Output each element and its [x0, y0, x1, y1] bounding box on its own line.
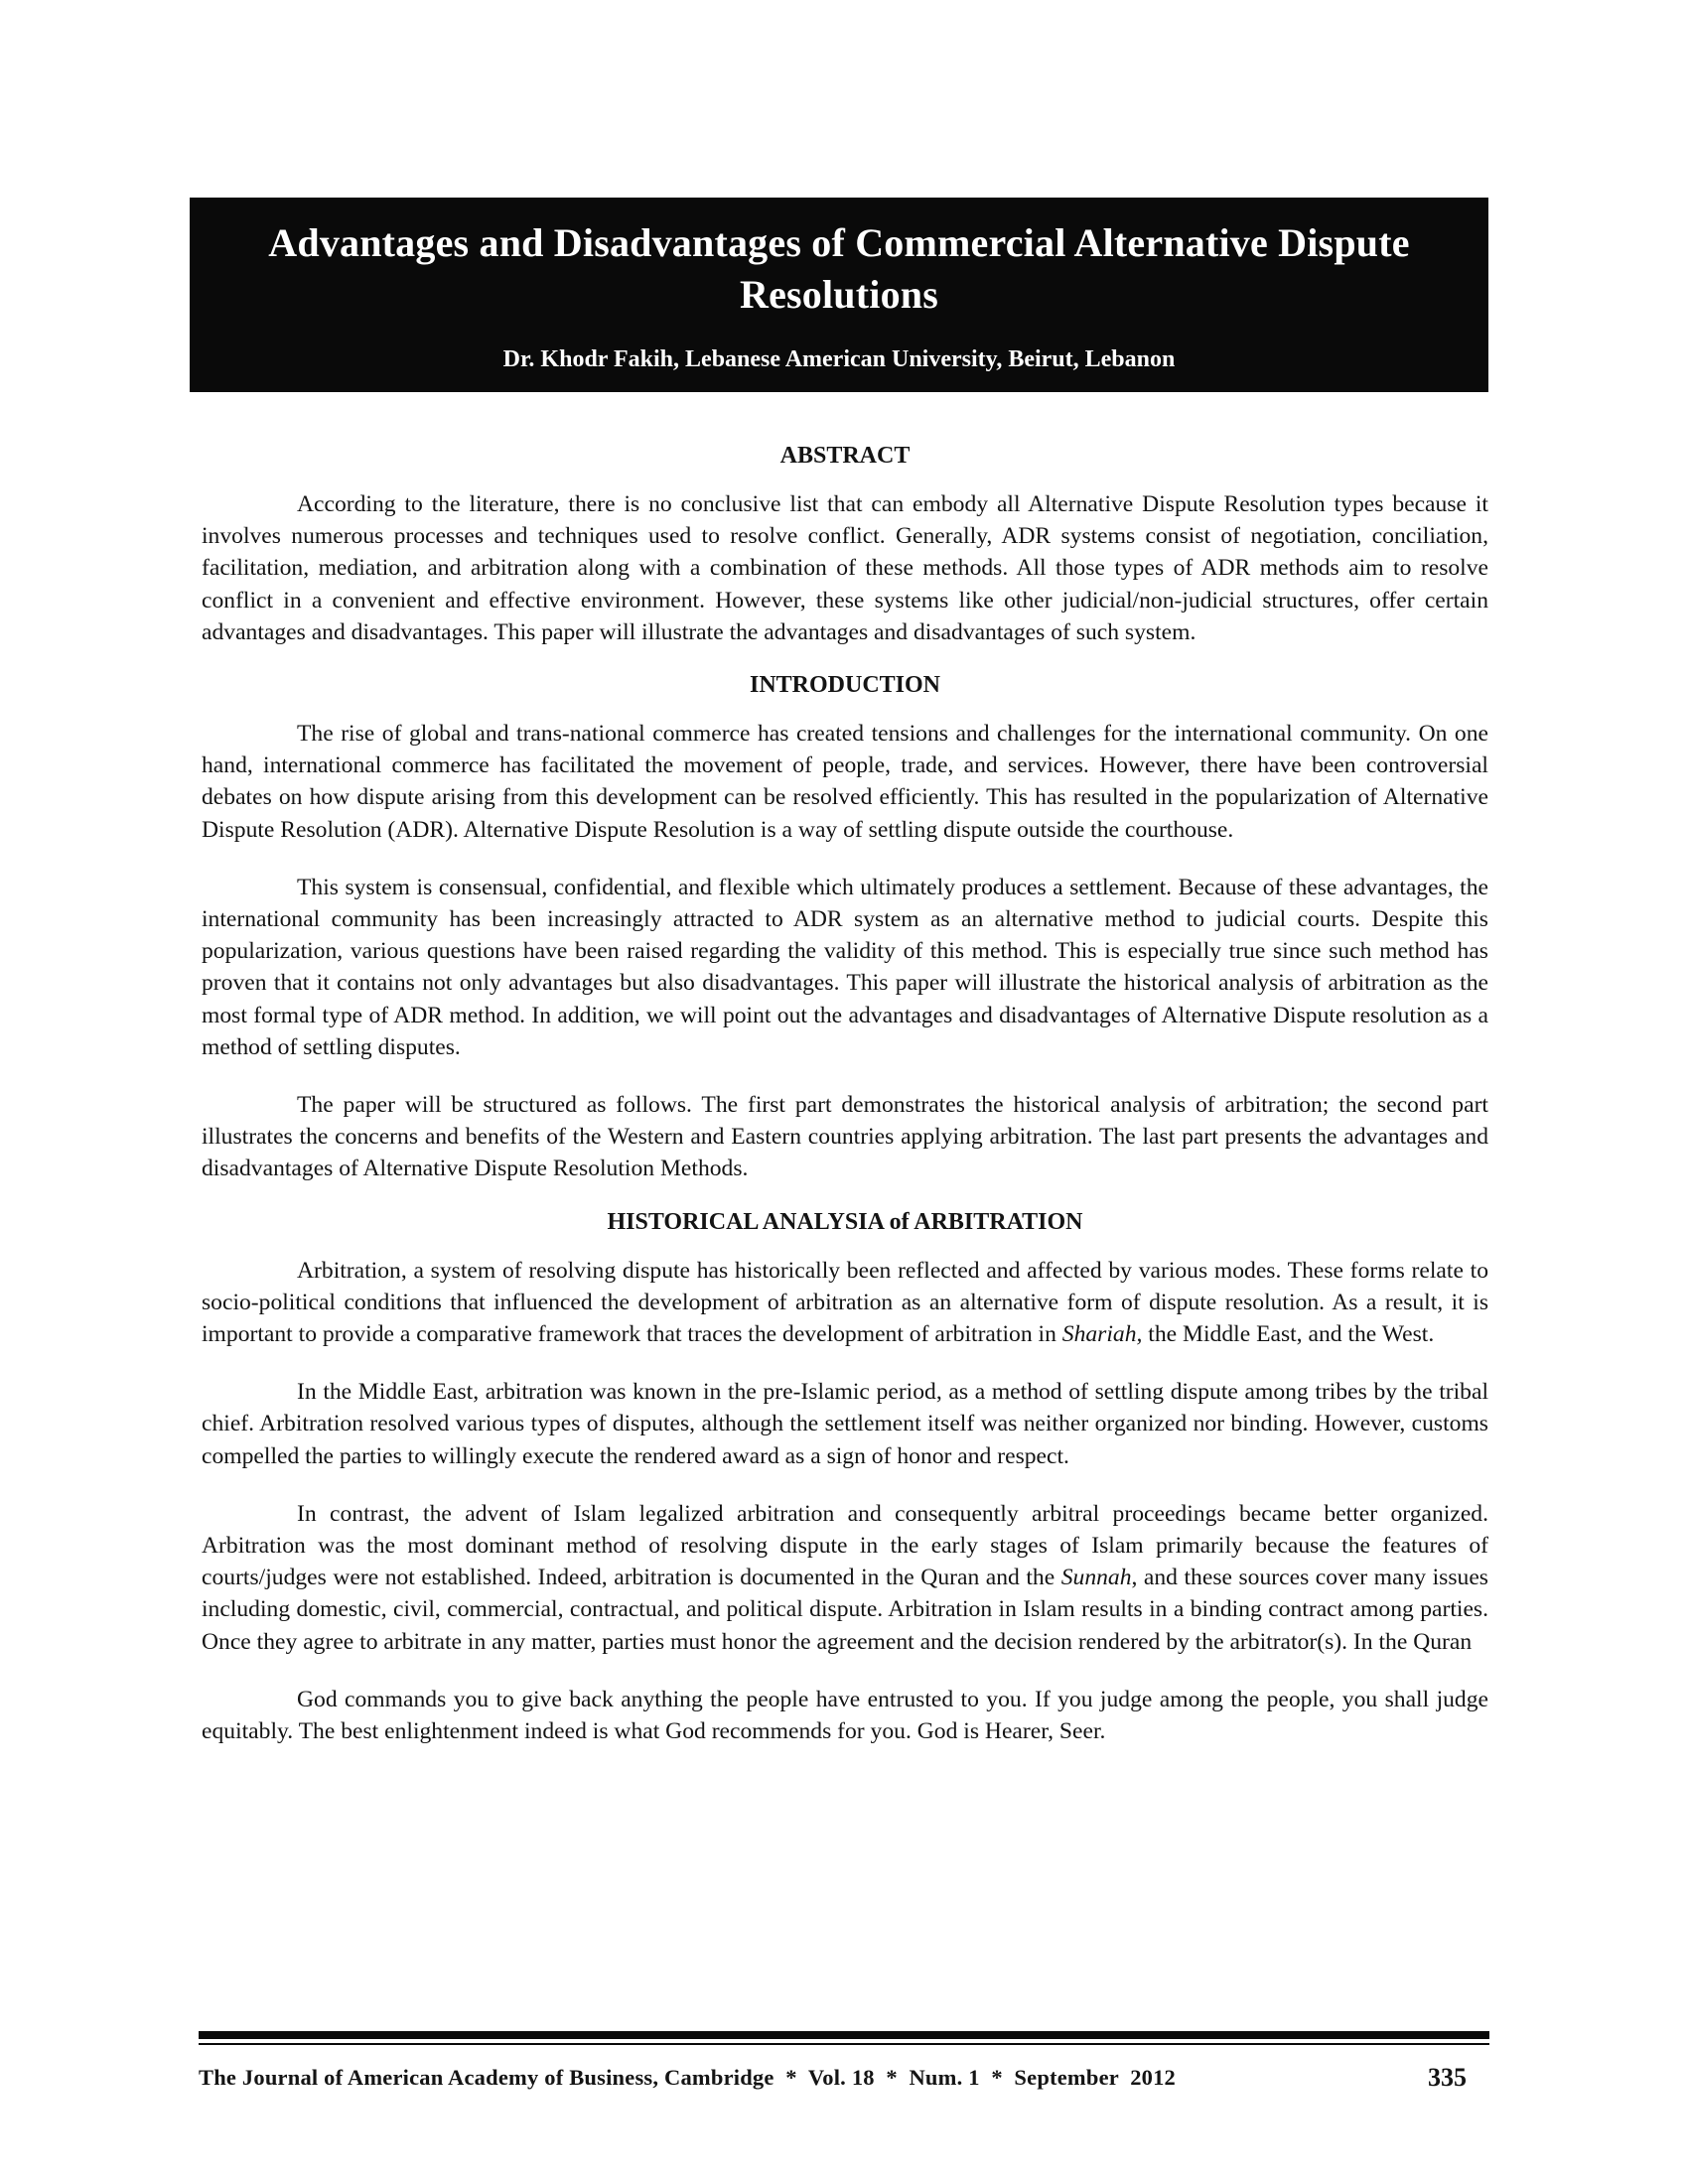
footer-journal-citation: The Journal of American Academy of Business, Cambridge * Vol. 18 * Num. 1 * September 2012 [199, 2065, 1176, 2090]
paper-title: Advantages and Disadvantages of Commercial Alternative Dispute Resolutions [268, 220, 1410, 317]
historical-paragraph-1 [202, 1255, 1488, 1351]
abstract-paragraph: According to the literature, there is no conclusive list that can embody all Alternative Dispute Resolution types because it involves numerous processes and techniques used to resolve conflict. Generally, ADR systems consist of negotiation, conciliation, facilitation, mediation, and arbitration along with a combination of these methods. All those types of ADR methods aim to resolve conflict in a convenient and effective environment. However, these systems like other judicial/non-judicial structures, offer certain advantages and disadvantages. This paper will illustrate the advantages and disadvantages of such system. [202, 491, 1488, 645]
title-banner [190, 198, 1488, 392]
quran-quote-paragraph: God commands you to give back anything the people have entrusted to you. If you judge among the people, you shall judge equitably. The best enlightenment indeed is what God recommends for you. God is Hearer, Seer. [202, 1686, 1488, 1745]
text-run: In contrast, the advent of Islam legalized arbitration and consequently arbitral proceedings became better organized. Arbitration was the most dominant method of resolving dispute in the early stages of Islam primarily because the features of courts/judges were not established. Indeed, arbitration is documented in the Quran and the [202, 1500, 1488, 1591]
introduction-heading: INTRODUCTION [749, 672, 941, 699]
text-run: Arbitration, a system of resolving dispute has historically been reflected and affected by various modes. These forms relate to socio-political conditions that influenced the development of arbitration as an alternative form of dispute resolution. As a result, it is important to provide a comparative framework that traces the development of arbitration in [202, 1257, 1488, 1348]
historical-paragraph-3 [202, 1498, 1488, 1658]
footer-rule-thick [199, 2031, 1489, 2039]
historical-paragraph-2: In the Middle East, arbitration was known in the pre-Islamic period, as a method of settling dispute among tribes by the tribal chief. Arbitration resolved various types of disputes, although the settlement itself was neither organized nor binding. However, customs compelled the parties to willingly execute the rendered award as a sign of honor and respect. [202, 1379, 1488, 1469]
introduction-paragraph-3: The paper will be structured as follows. The first part demonstrates the historical analysis of arbitration; the second part illustrates the concerns and benefits of the Western and Eastern countries applying arbitration. The last part presents the advantages and disadvantages of Alternative Dispute Resolution Methods. [202, 1092, 1488, 1182]
historical-heading: HISTORICAL ANALYSIA of ARBITRATION [607, 1208, 1083, 1235]
introduction-paragraph-1: The rise of global and trans-national commerce has created tensions and challenges for the international community. On one hand, international commerce has facilitated the movement of people, trade, and services. However, there have been controversial debates on how dispute arising from this development can be resolved efficiently. This has resulted in the popularization of Alternative Dispute Resolution (ADR). Alternative Dispute Resolution is a way of settling dispute outside the courthouse. [202, 721, 1488, 843]
article-body [202, 441, 1488, 1773]
abstract-heading: ABSTRACT [779, 443, 911, 469]
text-run: the Middle East, and the West. [1142, 1321, 1435, 1348]
italic-term-sunnah: Sunnah [1060, 1565, 1132, 1591]
page-number: 335 [1428, 2063, 1467, 2092]
italic-term-shariah: Shariah, [1061, 1321, 1143, 1348]
author-line: Dr. Khodr Fakih, Lebanese American University, Beirut, Lebanon [502, 346, 1176, 372]
text-run: , and these sources cover many issues including domestic, civil, commercial, contractual, and political dispute. Arbitration in Islam results in a binding contract among parties. Once they agree to arbitrate in any matter, parties must honor the agreement and the decision rendered by the arbitrator(s). In the Quran [202, 1565, 1488, 1655]
footer-rule-thin [199, 2043, 1489, 2045]
introduction-paragraph-2: This system is consensual, confidential, and flexible which ultimately produces a settlement. Because of these advantages, the international community has been increasingly attracted to ADR system as an alternative method to judicial courts. Despite this popularization, various questions have been raised regarding the validity of this method. This is especially true since such method has proven that it contains not only advantages but also disadvantages. This paper will illustrate the historical analysis of arbitration as the most formal type of ADR method. In addition, we will point out the advantages and disadvantages of Alternative Dispute resolution as a method of settling disputes. [202, 874, 1488, 1060]
